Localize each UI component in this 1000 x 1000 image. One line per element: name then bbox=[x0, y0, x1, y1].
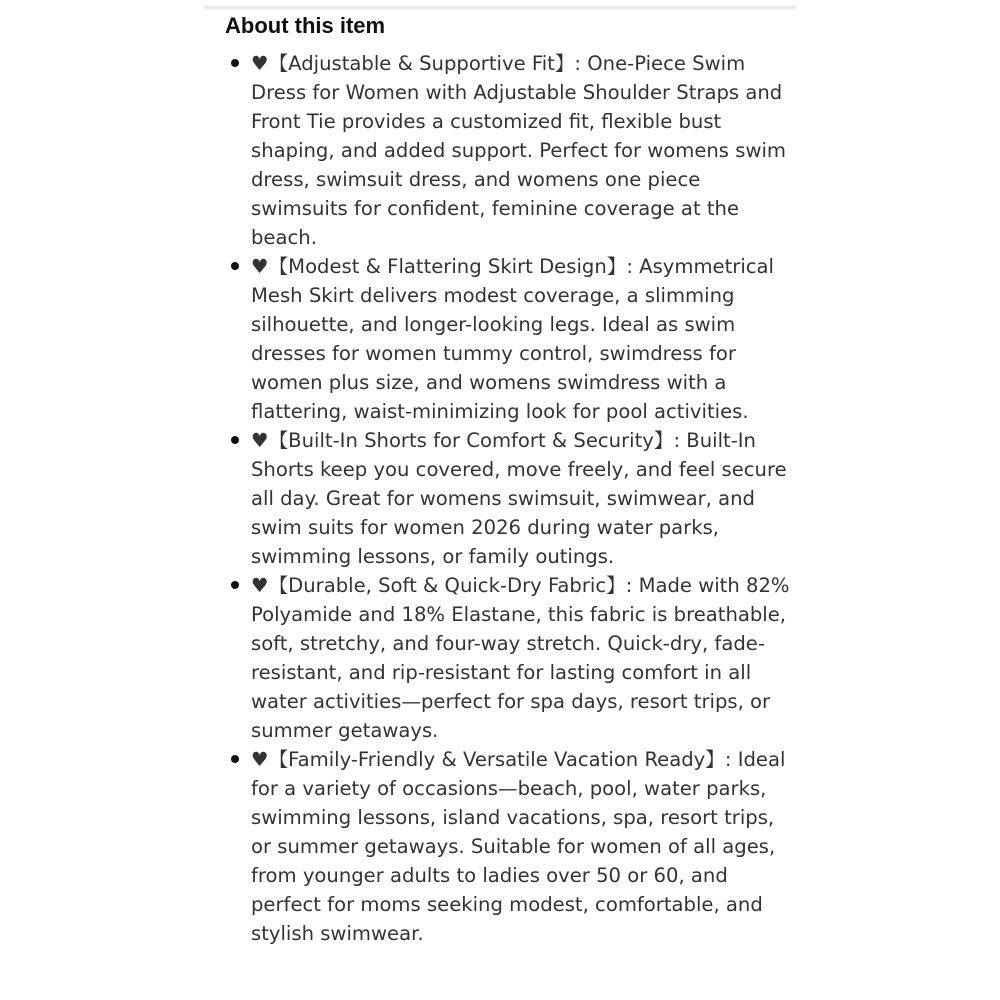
feature-bullet bbox=[251, 49, 791, 252]
bullet-dot-icon bbox=[231, 581, 239, 589]
feature-bullet bbox=[251, 571, 791, 745]
bullet-dot-icon bbox=[231, 436, 239, 444]
section-title: About this item bbox=[225, 13, 386, 38]
feature-bullet-text: ♥【Built-In Shorts for Comfort & Security】: Built-In Shorts keep you covered, move freely, and feel secure all day. Great for womens swimsuit, swimwear, and swim suits for women 2026 during water parks, swimming lessons, or family outings. bbox=[251, 429, 787, 568]
feature-bullet-text: ♥【Modest & Flattering Skirt Design】: Asymmetrical Mesh Skirt delivers modest coverage, a slimming silhouette, and longer-looking legs. Ideal as swim dresses for women tummy control, swimdress for women plus size, and womens swimdress with a flattering, waist-minimizing look for pool activities. bbox=[251, 255, 775, 423]
feature-bullet-text: ♥【Durable, Soft & Quick-Dry Fabric】: Made with 82% Polyamide and 18% Elastane, this fabric is breathable, soft, stretchy, and four-way stretch. Quick-dry, fade-resistant, and rip-resistant for lasting comfort in all water activities—perfect for spa days, resort trips, or summer getaways. bbox=[251, 574, 790, 742]
bullet-dot-icon bbox=[231, 59, 239, 67]
bullet-dot-icon bbox=[231, 262, 239, 270]
feature-bullet bbox=[251, 426, 791, 571]
feature-bullet-list bbox=[251, 49, 791, 948]
feature-bullet bbox=[251, 745, 791, 948]
feature-bullet bbox=[251, 252, 791, 426]
bullet-dot-icon bbox=[231, 755, 239, 763]
feature-bullet-text: ♥【Family-Friendly & Versatile Vacation Ready】: Ideal for a variety of occasions—beach, pool, water parks, swimming lessons, island vacations, spa, resort trips, or summer getaways. Suitable for women of all ages, from younger adults to ladies over 50 or 60, and perfect for moms seeking modest, comfortable, and stylish swimwear. bbox=[251, 748, 786, 945]
section-divider bbox=[204, 6, 796, 10]
feature-bullet-text: ♥【Adjustable & Supportive Fit】: One-Piece Swim Dress for Women with Adjustable Shoulder Straps and Front Tie provides a customized fit, flexible bust shaping, and added support. Perfect for womens swim dress, swimsuit dress, and womens one piece swimsuits for confident, feminine coverage at the beach. bbox=[251, 52, 787, 249]
